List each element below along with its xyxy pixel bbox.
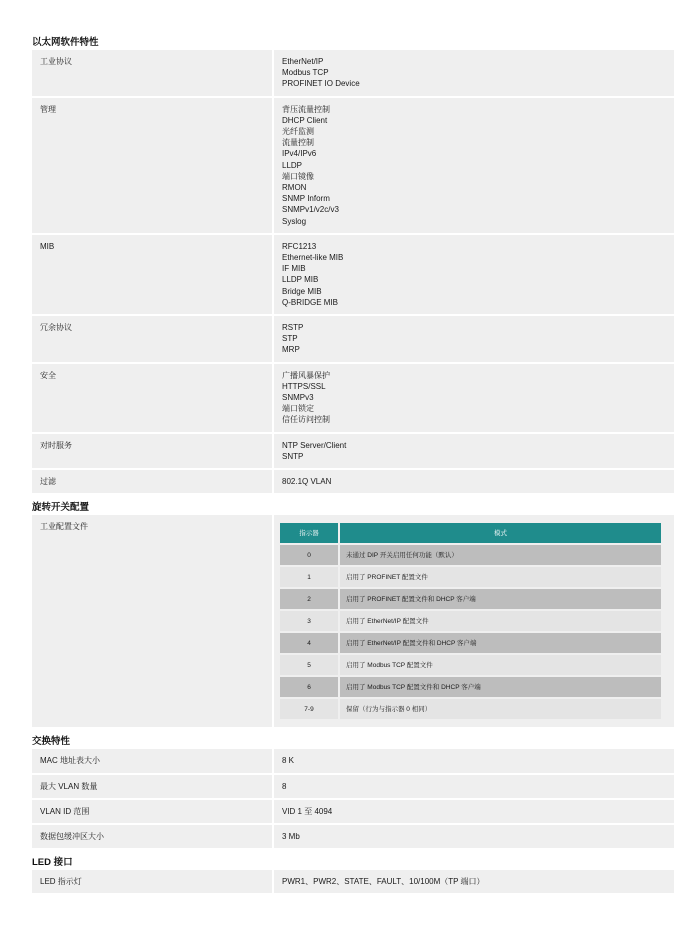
spec-value (274, 235, 674, 314)
mode-table-row (280, 633, 661, 653)
spec-value (274, 825, 674, 848)
rotary-label: 工业配置文件 (32, 515, 272, 727)
spec-label: 工业协议 (32, 50, 272, 96)
mode-table-row (280, 545, 661, 565)
spec-row (32, 98, 674, 233)
rotary-value (274, 515, 674, 727)
mode-table-row (280, 677, 661, 697)
spec-row (32, 825, 674, 848)
rotary-row (32, 515, 674, 727)
mode-table-header (280, 523, 661, 543)
section-title-switching: 交换特性 (32, 736, 71, 748)
spec-row (32, 800, 674, 823)
mode-table-row (280, 699, 661, 719)
led-spec-table (32, 870, 674, 893)
header-mode: 模式 (340, 523, 661, 543)
spec-value-line: STP (282, 334, 298, 344)
mode-table-row (280, 611, 661, 631)
mode-description-cell: 保留（行为与指示器 0 相同） (340, 699, 661, 719)
spec-value-line: 8 (282, 781, 287, 791)
spec-value-line: LLDP MIB (282, 275, 319, 285)
spec-value-line: 端口镜像 (282, 171, 314, 181)
spec-value-line: 背压流量控制 (282, 104, 330, 114)
spec-label: 数据包缓冲区大小 (32, 825, 272, 848)
spec-row (32, 870, 674, 893)
mode-indicator-cell: 6 (280, 677, 338, 697)
switching-spec-table (32, 749, 674, 848)
spec-row (32, 434, 674, 468)
spec-row (32, 749, 674, 772)
spec-value-line: 端口锁定 (282, 404, 314, 414)
spec-label: 对时服务 (32, 434, 272, 468)
mode-indicator-cell: 4 (280, 633, 338, 653)
spec-value-line: Syslog (282, 216, 307, 226)
spec-label: 冗余协议 (32, 316, 272, 362)
spec-value-line: SNMP Inform (282, 194, 330, 204)
spec-value-line: SNTP (282, 451, 304, 461)
spec-value-line: LLDP (282, 160, 303, 170)
spec-value (274, 50, 674, 96)
spec-value-line: 8 K (282, 756, 295, 766)
mode-description-cell: 启用了 EtherNet/IP 配置文件 (340, 611, 661, 631)
spec-row (32, 316, 674, 362)
spec-label: 安全 (32, 364, 272, 432)
spec-value-line: Bridge MIB (282, 286, 322, 296)
spec-label: MAC 地址表大小 (32, 749, 272, 772)
spec-value-line: SNMPv3 (282, 393, 314, 403)
spec-row (32, 470, 674, 493)
mode-table-row (280, 655, 661, 675)
spec-value-line: MRP (282, 345, 300, 355)
spec-value (274, 775, 674, 798)
mode-description-cell: 启用了 PROFINET 配置文件 (340, 567, 661, 587)
spec-value-line: 802.1Q VLAN (282, 477, 332, 487)
mode-description-cell: 启用了 Modbus TCP 配置文件和 DHCP 客户端 (340, 677, 661, 697)
spec-value-line: Modbus TCP (282, 68, 329, 78)
spec-label: VLAN ID 范围 (32, 800, 272, 823)
mode-indicator-cell: 1 (280, 567, 338, 587)
spec-row (32, 364, 674, 432)
spec-row (32, 50, 674, 96)
mode-indicator-cell: 7-9 (280, 699, 338, 719)
spec-value-line: RFC1213 (282, 241, 317, 251)
spec-value (274, 749, 674, 772)
spec-value-line: 光纤监测 (282, 127, 314, 137)
ethernet-spec-table (32, 50, 674, 493)
header-indicator: 指示器 (280, 523, 338, 543)
spec-value (274, 364, 674, 432)
spec-value-line: HTTPS/SSL (282, 381, 326, 391)
section-title-rotary: 旋转开关配置 (32, 502, 90, 514)
spec-value (274, 800, 674, 823)
spec-label: 过滤 (32, 470, 272, 493)
mode-table-row (280, 567, 661, 587)
spec-value-line: PROFINET IO Device (282, 79, 360, 89)
mode-description-cell: 启用了 EtherNet/IP 配置文件和 DHCP 客户端 (340, 633, 661, 653)
spec-value-line: VID 1 至 4094 (282, 806, 333, 816)
spec-value-line: Q-BRIDGE MIB (282, 297, 339, 307)
mode-indicator-cell: 2 (280, 589, 338, 609)
mode-description-cell: 启用了 PROFINET 配置文件和 DHCP 客户端 (340, 589, 661, 609)
spec-value (274, 316, 674, 362)
spec-value-line: 3 Mb (282, 831, 300, 841)
mode-description-cell: 启用了 Modbus TCP 配置文件 (340, 655, 661, 675)
spec-value (274, 434, 674, 468)
mode-indicator-cell: 5 (280, 655, 338, 675)
spec-value-line: 流量控制 (282, 138, 314, 148)
spec-row (32, 235, 674, 314)
spec-label: MIB (32, 235, 272, 314)
spec-row (32, 775, 674, 798)
spec-value-line: SNMPv1/v2c/v3 (282, 205, 339, 215)
spec-label: 管理 (32, 98, 272, 233)
spec-value-line: EtherNet/IP (282, 57, 324, 66)
spec-value-line: IPv4/IPv6 (282, 149, 317, 159)
spec-value-line: RMON (282, 183, 307, 193)
spec-label: LED 指示灯 (32, 870, 272, 893)
section-title-ethernet: 以太网软件特性 (32, 37, 99, 48)
mode-indicator-cell: 3 (280, 611, 338, 631)
mode-table (280, 523, 661, 719)
mode-table-body (280, 545, 661, 719)
spec-value-line: PWR1、PWR2、STATE、FAULT、10/100M（TP 端口） (282, 877, 485, 887)
spec-value-line: Ethernet-like MIB (282, 253, 344, 263)
spec-value (274, 470, 674, 493)
spec-value-line: IF MIB (282, 264, 306, 274)
spec-value (274, 98, 674, 233)
mode-description-cell: 未通过 DIP 开关启用任何功能（默认） (340, 545, 661, 565)
spec-value-line: 信任访问控制 (282, 415, 330, 425)
spec-value (274, 870, 674, 893)
mode-table-row (280, 589, 661, 609)
spec-value-line: DHCP Client (282, 115, 328, 125)
spec-label: 最大 VLAN 数量 (32, 775, 272, 798)
spec-value-line: NTP Server/Client (282, 440, 347, 450)
spec-value-line: RSTP (282, 323, 304, 333)
section-title-led: LED 接口 (32, 857, 73, 869)
spec-value-line: 广播风暴保护 (282, 370, 330, 380)
mode-indicator-cell: 0 (280, 545, 338, 565)
